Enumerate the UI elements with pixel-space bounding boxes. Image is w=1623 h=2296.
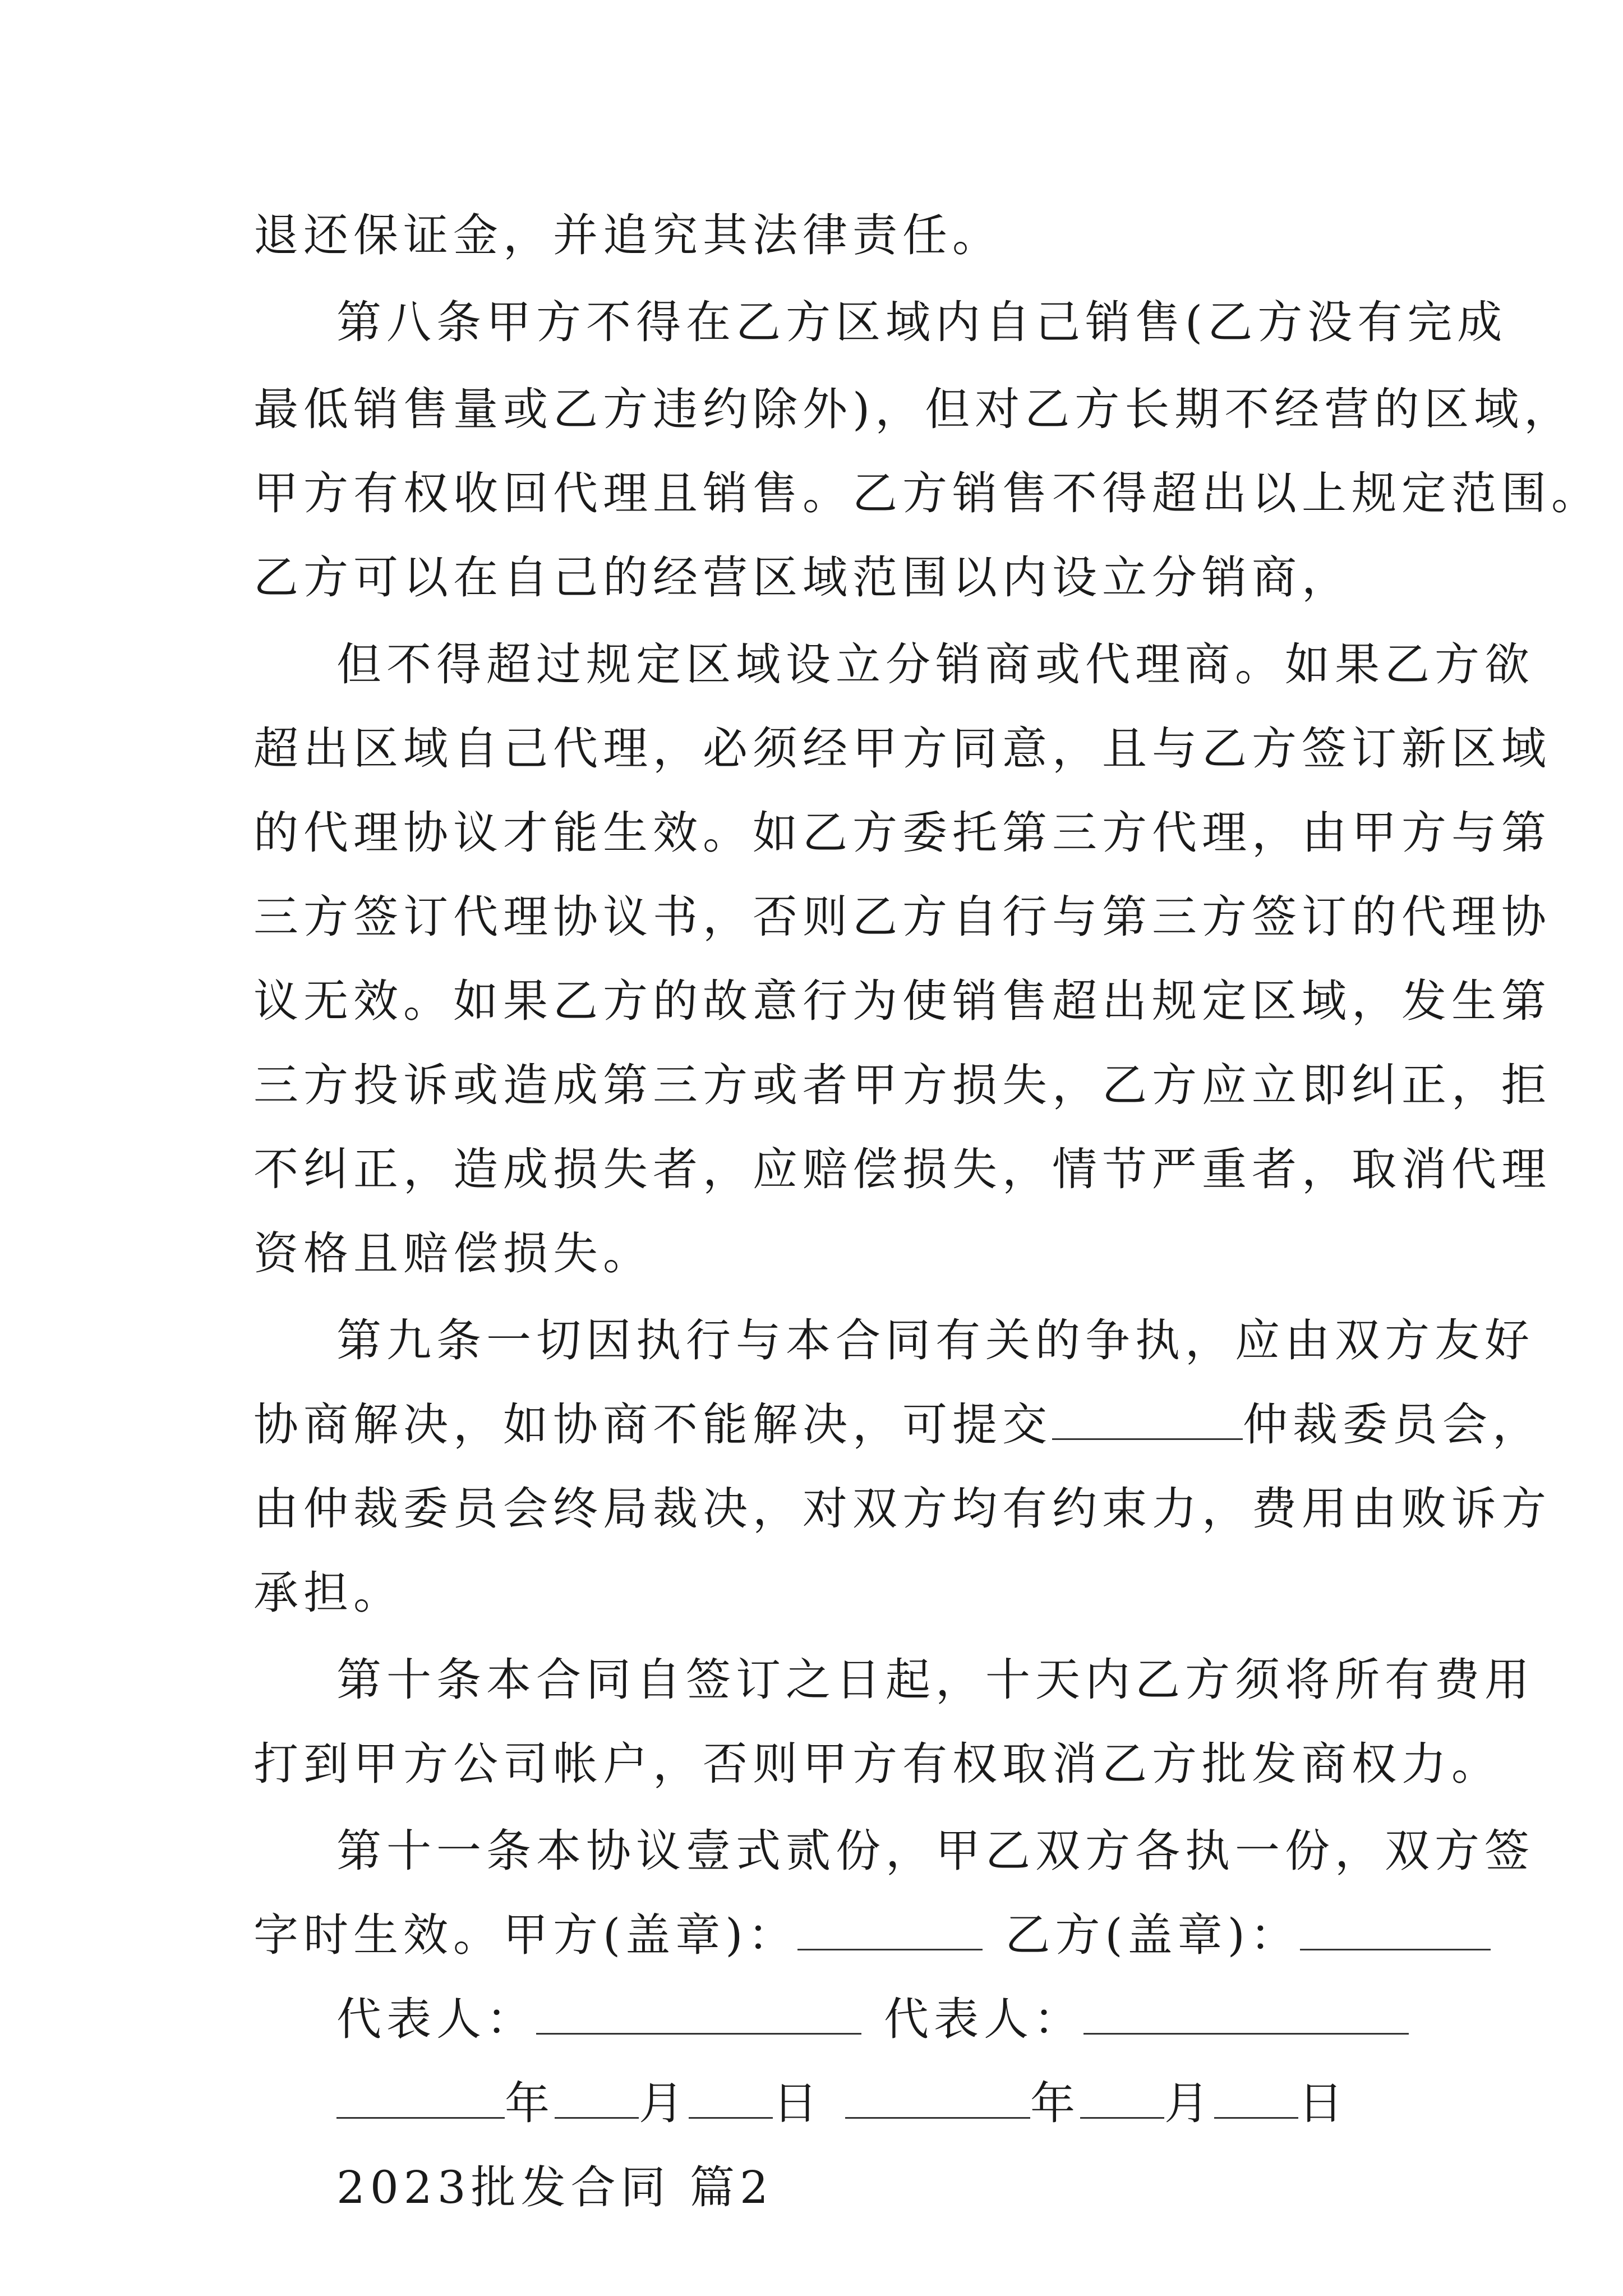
date-b-month-blank [1080, 2078, 1164, 2119]
date-day-label: 日 [1298, 2077, 1348, 2129]
date-month-label: 月 [639, 2077, 689, 2129]
date-line [336, 2076, 1348, 2132]
arbitration-text-before: 协商解决，如协商不能解决，可提交 [253, 1398, 1052, 1451]
date-a-year-blank [336, 2078, 505, 2119]
article-11-start: 第十一条本协议壹式贰份，甲乙双方各执一份，双方签 [336, 1825, 1534, 1877]
text-line: 三方投诉或造成第三方或者甲方损失，乙方应立即纠正，拒 [253, 1059, 1551, 1111]
date-year-label: 年 [505, 2077, 555, 2129]
party-a-seal-blank [797, 1910, 983, 1950]
party-b-seal-label: 乙方(盖章)： [1005, 1909, 1300, 1961]
section-heading: 2023批发合同 篇2 [336, 2161, 773, 2214]
text-line: 的代理协议才能生效。如乙方委托第三方代理，由甲方与第 [253, 807, 1551, 859]
arbitration-line [253, 1397, 1542, 1453]
article-8-start: 第八条甲方不得在乙方区域内自己销售(乙方没有完成 [336, 296, 1507, 348]
arbitration-blank [1052, 1399, 1243, 1440]
text-line: 由仲裁委员会终局裁决，对双方均有约束力，费用由败诉方 [253, 1483, 1551, 1535]
representative-b-label: 代表人： [884, 1993, 1083, 2045]
text-line: 不纠正，造成损失者，应赔偿损失，情节严重者，取消代理 [253, 1143, 1551, 1195]
text-line: 资格且赔偿损失。 [253, 1227, 653, 1280]
text-line: 超出区域自己代理，必须经甲方同意，且与乙方签订新区域 [253, 723, 1551, 775]
signature-line [253, 1907, 1491, 1963]
date-b-year-blank [845, 2078, 1030, 2119]
date-a-month-blank [555, 2078, 639, 2119]
date-a-day-blank [689, 2078, 773, 2119]
party-b-seal-blank [1300, 1910, 1491, 1950]
signature-prefix: 字时生效。 [253, 1909, 503, 1961]
representative-a-label: 代表人： [336, 1993, 536, 2045]
party-a-seal-label: 甲方(盖章)： [503, 1909, 798, 1961]
article-10-start: 第十条本合同自签订之日起，十天内乙方须将所有费用 [336, 1654, 1534, 1706]
date-b-day-blank [1214, 2078, 1298, 2119]
date-day-label: 日 [773, 2077, 823, 2129]
text-line: 打到甲方公司帐户，否则甲方有权取消乙方批发商权力。 [253, 1738, 1501, 1790]
text-line: 议无效。如果乙方的故意行为使销售超出规定区域，发生第 [253, 975, 1551, 1027]
text-line: 最低销售量或乙方违约除外)，但对乙方长期不经营的区域， [253, 383, 1574, 435]
date-year-label: 年 [1030, 2077, 1080, 2129]
date-month-label: 月 [1164, 2077, 1214, 2129]
text-line: 退还保证金，并追究其法律责任。 [253, 209, 1002, 261]
text-line: 三方签订代理协议书，否则乙方自行与第三方签订的代理协 [253, 891, 1551, 943]
representative-a-blank [536, 1994, 861, 2035]
text-line: 甲方有权收回代理且销售。乙方销售不得超出以上规定范围。 [253, 467, 1601, 519]
article-9-start: 第九条一切因执行与本合同有关的争执，应由双方友好 [336, 1314, 1534, 1366]
representative-line [336, 1991, 1409, 2047]
paragraph-start: 但不得超过规定区域设立分销商或代理商。如果乙方欲 [336, 638, 1534, 691]
text-line: 承担。 [253, 1567, 403, 1619]
text-line: 乙方可以在自己的经营区域范围以内设立分销商， [253, 551, 1352, 604]
representative-b-blank [1083, 1994, 1409, 2035]
arbitration-text-after: 仲裁委员会， [1243, 1398, 1542, 1451]
